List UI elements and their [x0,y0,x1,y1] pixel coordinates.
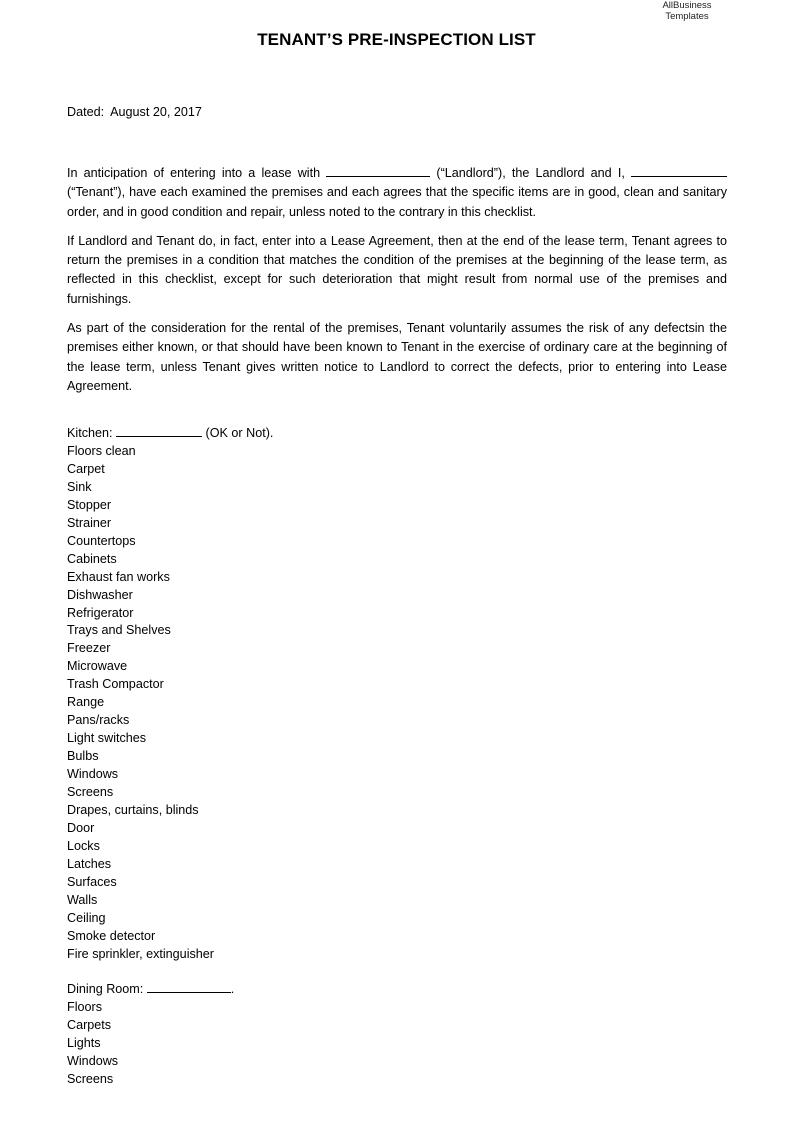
kitchen-checklist-item: Door [67,820,95,835]
kitchen-checklist-item: Drapes, curtains, blinds [67,803,199,818]
kitchen-checklist-item: Exhaust fan works [67,569,170,584]
dining-room-section [67,981,727,1089]
dining-room-checklist-item: Floors [67,999,102,1014]
kitchen-checklist-item: Stopper [67,497,112,512]
kitchen-checklist-item: Cabinets [67,551,117,566]
kitchen-checklist-item: Sink [67,479,92,494]
kitchen-checklist-item: Range [67,695,105,710]
kitchen-checklist-item: Strainer [67,515,112,530]
kitchen-checklist-item: Smoke detector [67,928,156,943]
dining-room-checklist-item: Carpets [67,1017,112,1032]
kitchen-checklist-item: Bulbs [67,749,99,764]
dated-line [67,105,727,119]
kitchen-checklist-item: Latches [67,856,112,871]
kitchen-checklist-item: Dishwasher [67,587,133,602]
kitchen-checklist-item: Windows [67,767,119,782]
kitchen-status-blank[interactable] [116,425,202,437]
kitchen-checklist-item: Fire sprinkler, extinguisher [67,946,214,961]
kitchen-checklist-item: Light switches [67,731,147,746]
kitchen-checklist-item: Ceiling [67,910,106,925]
paragraph-2: If Landlord and Tenant do, in fact, enter into a Lease Agreement, then at the end of the lease term, Tenant agrees to return the premises in a condition that matches the condition of the premises at the beginning of the lease term, as reflected in this checklist, except for such deterioration that might result from normal use of the premises and furnishings. [67,233,727,306]
dining-room-checklist-item: Lights [67,1035,101,1050]
paragraph-1-text-b: (“Landlord”), the Landlord and I, [430,166,631,180]
kitchen-checklist-item: Screens [67,785,114,800]
dining-room-label: Dining Room: [67,982,147,996]
kitchen-checklist-item: Walls [67,892,98,907]
landlord-name-blank[interactable] [326,165,430,177]
paragraph-1-text-a: In anticipation of entering into a lease with [67,166,327,180]
kitchen-checklist-item: Freezer [67,641,111,656]
dining-room-checklist-item: Windows [67,1053,119,1068]
dated-label: Dated: [67,105,105,119]
kitchen-checklist-item: Locks [67,838,100,853]
kitchen-label: Kitchen: [67,426,117,440]
dining-room-checklist-item: Screens [67,1071,114,1086]
kitchen-checklist-item: Carpet [67,461,105,476]
dining-room-suffix: . [230,982,235,996]
logo-line-1: AllBusiness [662,0,712,11]
kitchen-checklist-item: Countertops [67,533,136,548]
paragraph-1-text-c: (“Tenant”), have each examined the premises and each agrees that the specific items are in good, clean and sanitary order, and in good condition and repair, unless noted to the contrary in this checklist. [67,185,727,219]
kitchen-checklist-item: Trash Compactor [67,677,164,692]
kitchen-checklist-item: Surfaces [67,874,117,889]
kitchen-section [67,425,727,964]
kitchen-checklist-item: Trays and Shelves [67,623,171,638]
kitchen-checklist-item: Pans/racks [67,713,130,728]
paragraph-1 [67,164,727,222]
kitchen-checklist-item: Refrigerator [67,605,134,620]
tenant-name-blank[interactable] [631,165,727,177]
paragraph-3: As part of the consideration for the rental of the premises, Tenant voluntarily assumes the risk of any defectsin the premises either known, or that should have been known to Tenant in the exercise of ordinary care at the beginning of the lease term, unless Tenant gives written notice to Landlord to correct the defects, prior to entering into Lease Agreement. [67,321,727,393]
kitchen-checklist-item: Floors clean [67,443,136,458]
dining-room-status-blank[interactable] [147,981,231,993]
kitchen-checklist-item: Microwave [67,659,128,674]
logo-line-2: Templates [665,11,709,22]
intro-paragraphs [67,164,727,406]
dining-room-heading [67,981,727,999]
kitchen-heading [67,425,727,443]
dated-value: August 20, 2017 [110,105,202,119]
document-title: TENANT’S PRE-INSPECTION LIST [257,30,536,49]
kitchen-suffix: (OK or Not). [202,426,274,440]
brand-logo [650,0,724,22]
